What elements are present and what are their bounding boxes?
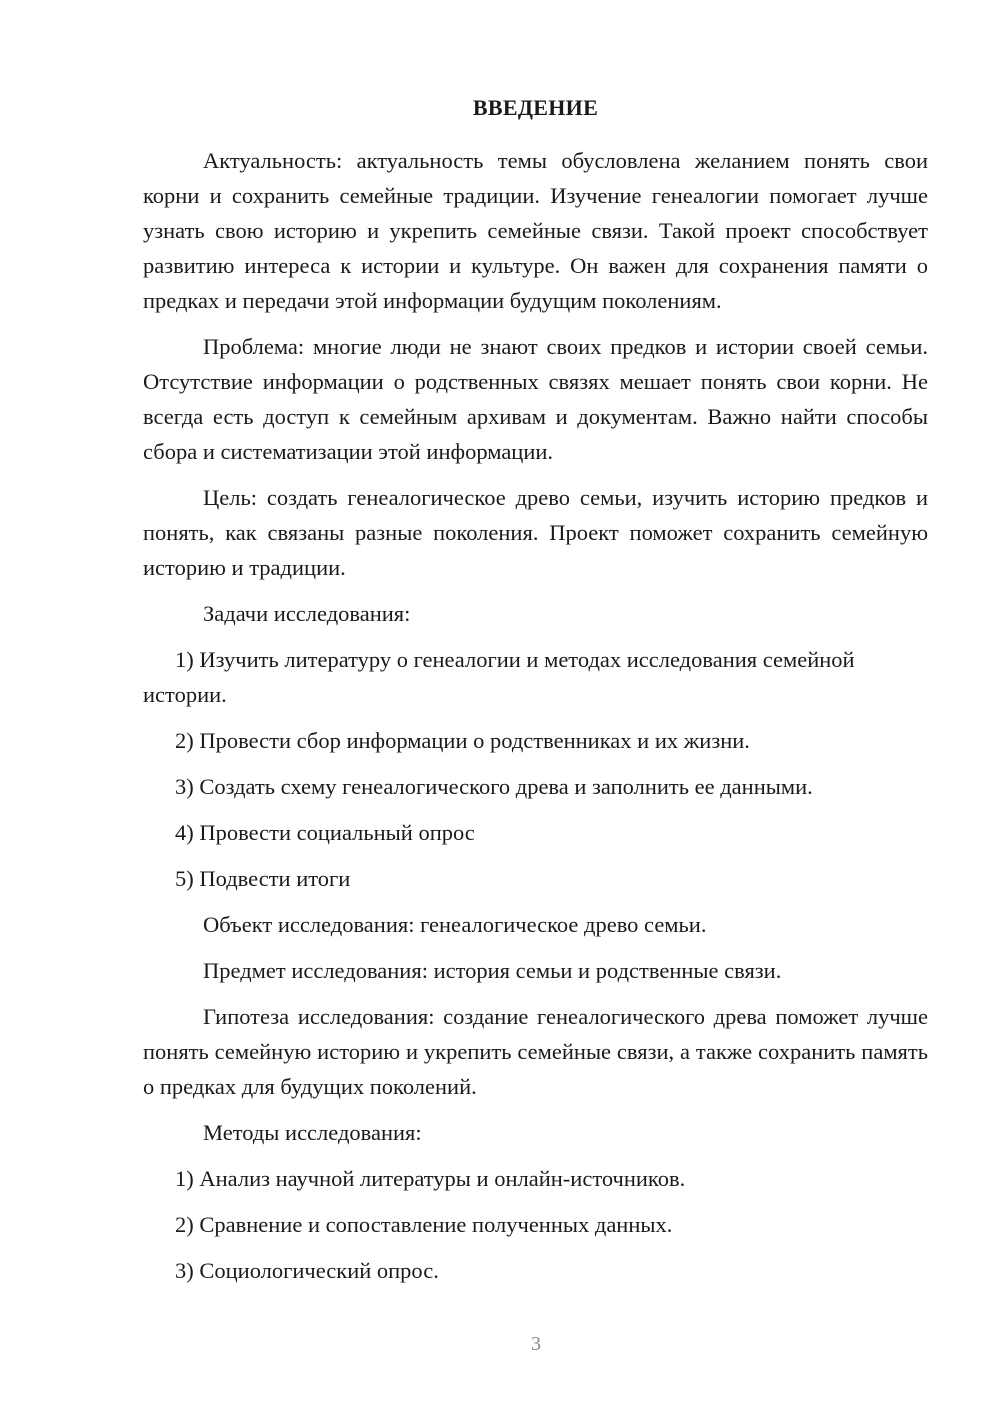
subject-paragraph: Предмет исследования: история семьи и родственные связи. [203, 958, 782, 983]
goal-paragraph: Цель: создать генеалогическое древо семьи, изучить историю предков и понять, как связаны разные поколения. Проект поможет сохранить семейную историю и традиции. [143, 485, 928, 580]
method-item: 1) Анализ научной литературы и онлайн-источников. [175, 1166, 686, 1191]
tasks-label: Задачи исследования: [203, 601, 411, 626]
page-content [143, 95, 928, 1299]
relevance-paragraph: Актуальность: актуальность темы обусловлена желанием понять свои корни и сохранить семейные традиции. Изучение генеалогии помогает лучше узнать свою историю и укрепить семейные связи. Такой проект способствует развитию интереса к истории и культуре. Он важен для сохранения памяти о предках и передачи этой информации будущим поколениям. [143, 148, 928, 313]
task-item: 1) Изучить литературу о генеалогии и методах исследования семейной истории. [143, 647, 855, 707]
task-item: 5) Подвести итоги [175, 866, 351, 891]
method-item: 3) Социологический опрос. [175, 1258, 439, 1283]
object-paragraph: Объект исследования: генеалогическое древо семьи. [203, 912, 707, 937]
method-item: 2) Сравнение и сопоставление полученных данных. [175, 1212, 673, 1237]
task-item: 2) Провести сбор информации о родственниках и их жизни. [175, 728, 750, 753]
page-title: ВВЕДЕНИЕ [472, 95, 599, 120]
task-item: 4) Провести социальный опрос [175, 820, 475, 845]
methods-label: Методы исследования: [203, 1120, 422, 1145]
problem-paragraph: Проблема: многие люди не знают своих предков и истории своей семьи. Отсутствие информации о родственных связях мешает понять свои корни. Не всегда есть доступ к семейным архивам и документам. Важно найти способы сбора и систематизации этой информации. [143, 334, 928, 464]
hypothesis-paragraph: Гипотеза исследования: создание генеалогического древа поможет лучше понять семейную историю и укрепить семейные связи, а также сохранить память о предках для будущих поколений. [143, 1004, 928, 1099]
task-item: 3) Создать схему генеалогического древа и заполнить ее данными. [175, 774, 813, 799]
page-number: 3 [531, 1333, 541, 1355]
